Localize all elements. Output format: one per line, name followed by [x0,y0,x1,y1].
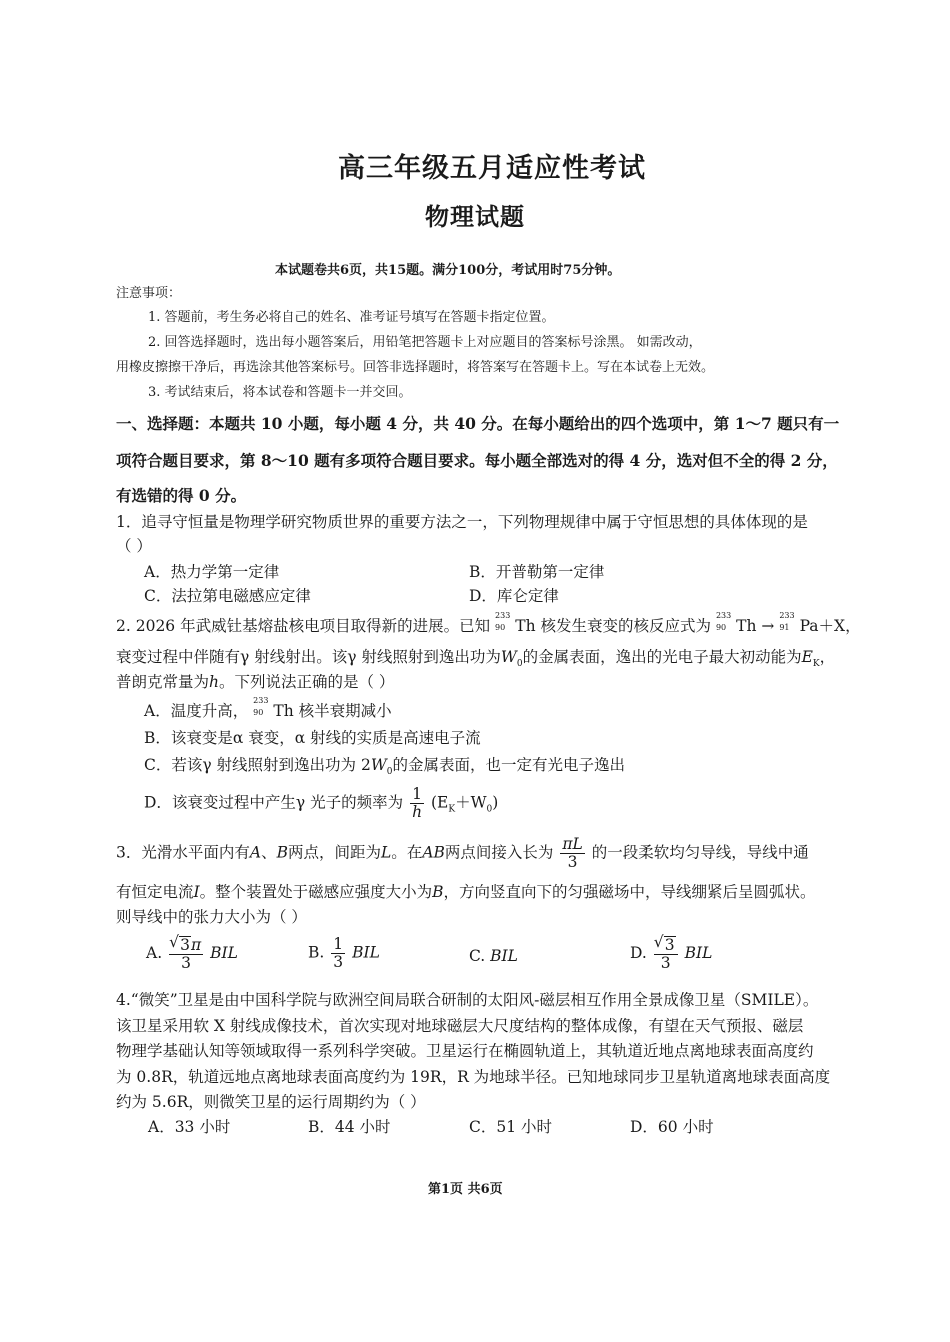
fraction: $\frac{1}{h}$ [412,785,423,822]
question-3-option-c: C. BIL [469,947,518,965]
question-4-option-c: C．51 小时 [469,1118,553,1136]
notes-item: 用橡皮擦擦干净后，再选涂其他答案标号。回答非选择题时，将答案写在答题卡上。写在本试卷上无效。 [116,360,715,375]
section-heading: 项符合题目要求，第 8～10 题有多项符合题目要求。每小题全部选对的得 4 分，选对但不全的得 2 分， [116,451,838,470]
question-2-option-a: A．温度升高， 233 90 Th 核半衰期减小 [144,696,392,720]
question-3-line-2: 有恒定电流I。整个装置处于磁感应强度大小为B，方向竖直向下的匀强磁场中，导线绷紧后呈圆弧状。 [116,883,816,901]
nuclide-th: 233 90 [495,611,511,632]
question-1-option-d: D．库仑定律 [469,587,559,605]
page-title: 高三年级五月适应性考试 [338,153,646,184]
fraction: √ $\frac{3\pi}{3}$ [169,936,203,972]
fraction: $\frac{\pi L}{3}$ [562,835,583,872]
question-3-line-3: 则导线中的张力大小为（ ） [116,908,307,926]
question-2-option-b: B．该衰变是α 衰变，α 射线的实质是高速电子流 [144,729,481,747]
page-footer: 第1页 共6页 [428,1182,503,1197]
question-2-line-1: 2. 2026 年武威钍基熔盐核电项目取得新的进展。已知 233 90 Th 核发生衰变的核反应式为 233 90 Th → 233 91 Pa＋X， [116,611,861,635]
page-subtitle: 物理试题 [425,202,525,231]
section-heading: 有选错的得 0 分。 [116,486,247,505]
question-4-line: 约为 5.6R，则微笑卫星的运行周期约为（ ） [116,1093,426,1111]
question-4-line: 物理学基础认知等领域取得一系列科学突破。卫星运行在椭圆轨道上，其轨道近地点离地球表面高度约 [116,1042,814,1060]
fraction: $\frac{1}{3}$ [333,935,344,972]
question-1-option-b: B．开普勒第一定律 [469,563,605,581]
question-4-option-d: D．60 小时 [630,1118,714,1136]
question-3-option-a: A. √ $\frac{3\pi}{3}$ BIL [146,936,238,972]
nuclide-th: 233 90 [253,696,269,717]
question-2-option-d: D．该衰变过程中产生γ 光子的频率为 $\frac{1}{h}$ $(E_K+W_0)$ [144,785,499,822]
question-4-line: 4.“微笑”卫星是由中国科学院与欧洲空间局联合研制的太阳风-磁层相互作用全景成像卫星（SMILE）。 [116,991,819,1009]
nuclide-th: 233 90 [715,611,732,632]
section-heading: 一、选择题：本题共 10 小题，每小题 4 分，共 40 分。在每小题给出的四个选项中，第 1～7 题只有一 [116,414,840,433]
fraction: √ $\frac{3}{3}$ [654,936,678,972]
nuclide-pa: 233 91 [779,611,795,632]
notes-item: 1. 答题前，考生务必将自己的姓名、准考证号填写在答题卡指定位置。 [148,310,555,325]
question-3-option-d: D. √ $\frac{3}{3}$ BIL [630,936,712,972]
question-1-stem: 1．追寻守恒量是物理学研究物质世界的重要方法之一，下列物理规律中属于守恒思想的具体体现的是 [116,513,808,531]
question-4-option-a: A．33 小时 [148,1118,231,1136]
notes-heading: 注意事项： [116,286,182,301]
exam-info: 本试题卷共6页，共15题。满分100分，考试用时75分钟。 [275,263,621,278]
question-4-line: 为 0.8R，轨道远地点离地球表面高度约为 19R，R 为地球半径。已知地球同步卫星轨道离地球表面高度 [116,1068,831,1086]
question-4-option-b: B．44 小时 [308,1118,391,1136]
question-2-line-2: 衰变过程中伴随有γ 射线射出。该γ 射线照射到逸出功为$W_0$的金属表面，逸出的光电子最大初动能为$E_K$， [116,648,836,670]
notes-item: 2. 回答选择题时，选出每小题答案后，用铅笔把答题卡上对应题目的答案标号涂黑。 如需改动， [148,335,702,350]
question-2-option-c: C．若该γ 射线照射到逸出功为 $2W_0$的金属表面，也一定有光电子逸出 [144,756,626,778]
question-1-bracket: （ ） [116,537,152,555]
question-3-option-b: B. $\frac{1}{3}$ BIL [308,935,380,972]
question-2-line-3: 普朗克常量为h。下列说法正确的是（ ） [116,673,395,691]
question-4-line: 该卫星采用软 X 射线成像技术，首次实现对地球磁层大尺度结构的整体成像，有望在天气预报、磁层 [116,1017,804,1035]
question-1-option-c: C．法拉第电磁感应定律 [144,587,311,605]
question-1-option-a: A．热力学第一定律 [144,563,280,581]
notes-item: 3. 考试结束后，将本试卷和答题卡一并交回。 [148,385,412,400]
question-3-line-1: 3．光滑水平面内有A、B两点，间距为L。在AB两点间接入长为 $\frac{\pi L}{3}$ 的一段柔软均匀导线，导线中通 [116,835,809,872]
